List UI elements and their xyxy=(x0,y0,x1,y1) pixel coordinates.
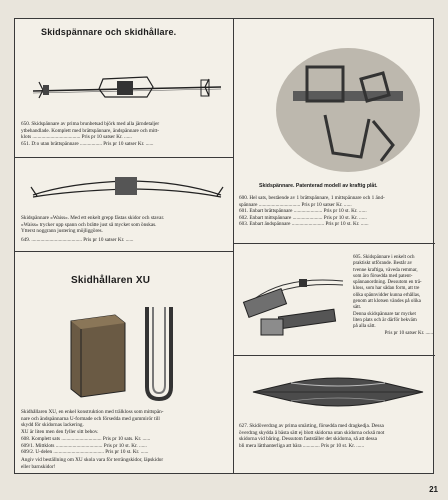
waiss-price: 649. ....................................... Pris pr 10 satser Kr. ...... xyxy=(21,237,134,243)
text-line: liten plats och är därför bekväm xyxy=(353,317,417,323)
price-line: 609/2. U-delen ....................................... Pris pr 10 st. Kr. ...... xyxy=(21,449,149,456)
prices-600-603 xyxy=(239,195,431,228)
price-line: 601. Enbart brättspännare ...................... Pris pr 10 st. Kr. ...... xyxy=(239,208,367,215)
text-line: genom att klotsen vändes på olika xyxy=(353,299,421,305)
text-line: »Waiss» trycker upp spann och brätte just så mycket som önskas. xyxy=(21,221,157,228)
text-line: Denna skidspännare tar mycket xyxy=(353,311,416,317)
text-line: skydd för skidornas lackering. xyxy=(21,422,84,429)
price-line: 600. Hel sats, bestående av 1 brättspännare, 1 mittspännare och 1 änd- xyxy=(239,195,385,201)
product-627-text xyxy=(239,423,431,449)
xu-description xyxy=(21,409,229,435)
patented-stretcher-photo xyxy=(273,45,423,175)
ski-stretcher-illustration-650 xyxy=(29,69,225,107)
text-line: XU är liten men den fyller sitt behov. xyxy=(21,428,99,435)
column-divider xyxy=(233,19,234,473)
strap-stretcher-illustration-605 xyxy=(239,255,349,341)
text-line: kloss, som har sådan form, att tre xyxy=(353,286,420,292)
section-title: Skidspännare och skidhållare. xyxy=(41,27,177,37)
waiss-text xyxy=(21,215,229,235)
divider xyxy=(15,251,233,252)
caption-patented: Skidspännare. Patenterad modell av kraftig plåt. xyxy=(259,183,378,189)
price-line: 608. Komplett sats ............................... Pris pr 10 sats. Kr. ...... xyxy=(21,436,151,442)
xu-ski-holder-illustration xyxy=(69,301,189,405)
text-line: ytbehandlade. Komplett med brättspännare, ändspännare och mitt- xyxy=(21,127,159,134)
text-line: klots ..................................... Pris pr 10 satser Kr. ...... xyxy=(21,134,132,141)
text-line: Skidhållaren XU, en enkel konstruktion med trälkloss som mittspän- xyxy=(21,409,164,415)
text-line: eller barnskidor! xyxy=(21,463,56,470)
text-line: 605. Skidspännare i enkelt och xyxy=(353,255,415,260)
price-line: 602. Enbart mittspännare ....................... Pris pr 10 st. Kr. ...... xyxy=(239,214,367,221)
text-line: 627. Skidöverdrag av prima smärting, försedda med dragkedja. Dessa xyxy=(239,423,384,429)
divider xyxy=(233,355,435,356)
text-line: skidorna vid båring. Dessutom fastställer det skidorna, så att dessa xyxy=(239,436,377,443)
product-605-text xyxy=(353,255,433,337)
text-line: praktiskt utförande. Består av xyxy=(353,261,413,267)
text-line: som äro försedda med patent- xyxy=(353,273,413,279)
price-line: 609/1. Mittklots .................................... Pris pr 10 st. Kr. ...... xyxy=(21,442,147,449)
text-line: överdrag skydda å bästa sätt ej blott skidorna utan skidorna också mot xyxy=(239,429,385,436)
text-line: Skidspännare »Waiss». Med ett enkelt grepp fästas skidor och stavar. xyxy=(21,215,165,221)
text-line: på alla sätt. xyxy=(353,324,376,330)
divider xyxy=(15,157,233,158)
text-line: Angiv vid beställning om XU skola vara för terrängskidor, läpskidor xyxy=(21,457,164,463)
text-line: spännanordning. Dessutom en trä- xyxy=(353,280,422,286)
text-line: 651. D:o utan brättspännare ................. Pris pr 10 satser Kr. ...... xyxy=(21,140,154,147)
text-line: Ytterst noggrann justering möjliggöres. xyxy=(21,228,103,235)
text-line: 650. Skidspännare av prima brunbetsad björk med alla järndetaljer xyxy=(21,121,160,127)
divider xyxy=(233,243,435,244)
xu-title: Skidhållaren XU xyxy=(71,275,151,286)
product-650-651-text xyxy=(21,121,229,147)
text-line: olika spännvidder kunna erhållas, xyxy=(353,292,421,298)
price-line: 603. Enbart ändspännare ......................... Pris pr 10 st. Kr. ...... xyxy=(239,221,369,228)
xu-prices xyxy=(21,436,229,456)
xu-note xyxy=(21,457,229,470)
text-line: nare och ändspännarna U-formade och försedda med gummirör till xyxy=(21,415,160,422)
page-number: 21 xyxy=(429,485,438,494)
price-line: bli mera lätthanterliga att bära ............. Pris pr 10 st. Kr. ...... xyxy=(239,442,365,449)
waiss-ski-stretcher-illustration xyxy=(29,169,225,209)
text-line: tvenne kraftiga, väveda remmar, xyxy=(353,267,418,273)
price-line: spännare ................................ Pris pr 10 satser Kr. ...... xyxy=(239,201,352,208)
catalog-page xyxy=(14,18,434,474)
price-line: Pris pr 10 satser Kr. ...... xyxy=(384,330,433,336)
ski-cover-illustration-627 xyxy=(251,369,425,415)
text-line: sätt. xyxy=(353,305,362,311)
